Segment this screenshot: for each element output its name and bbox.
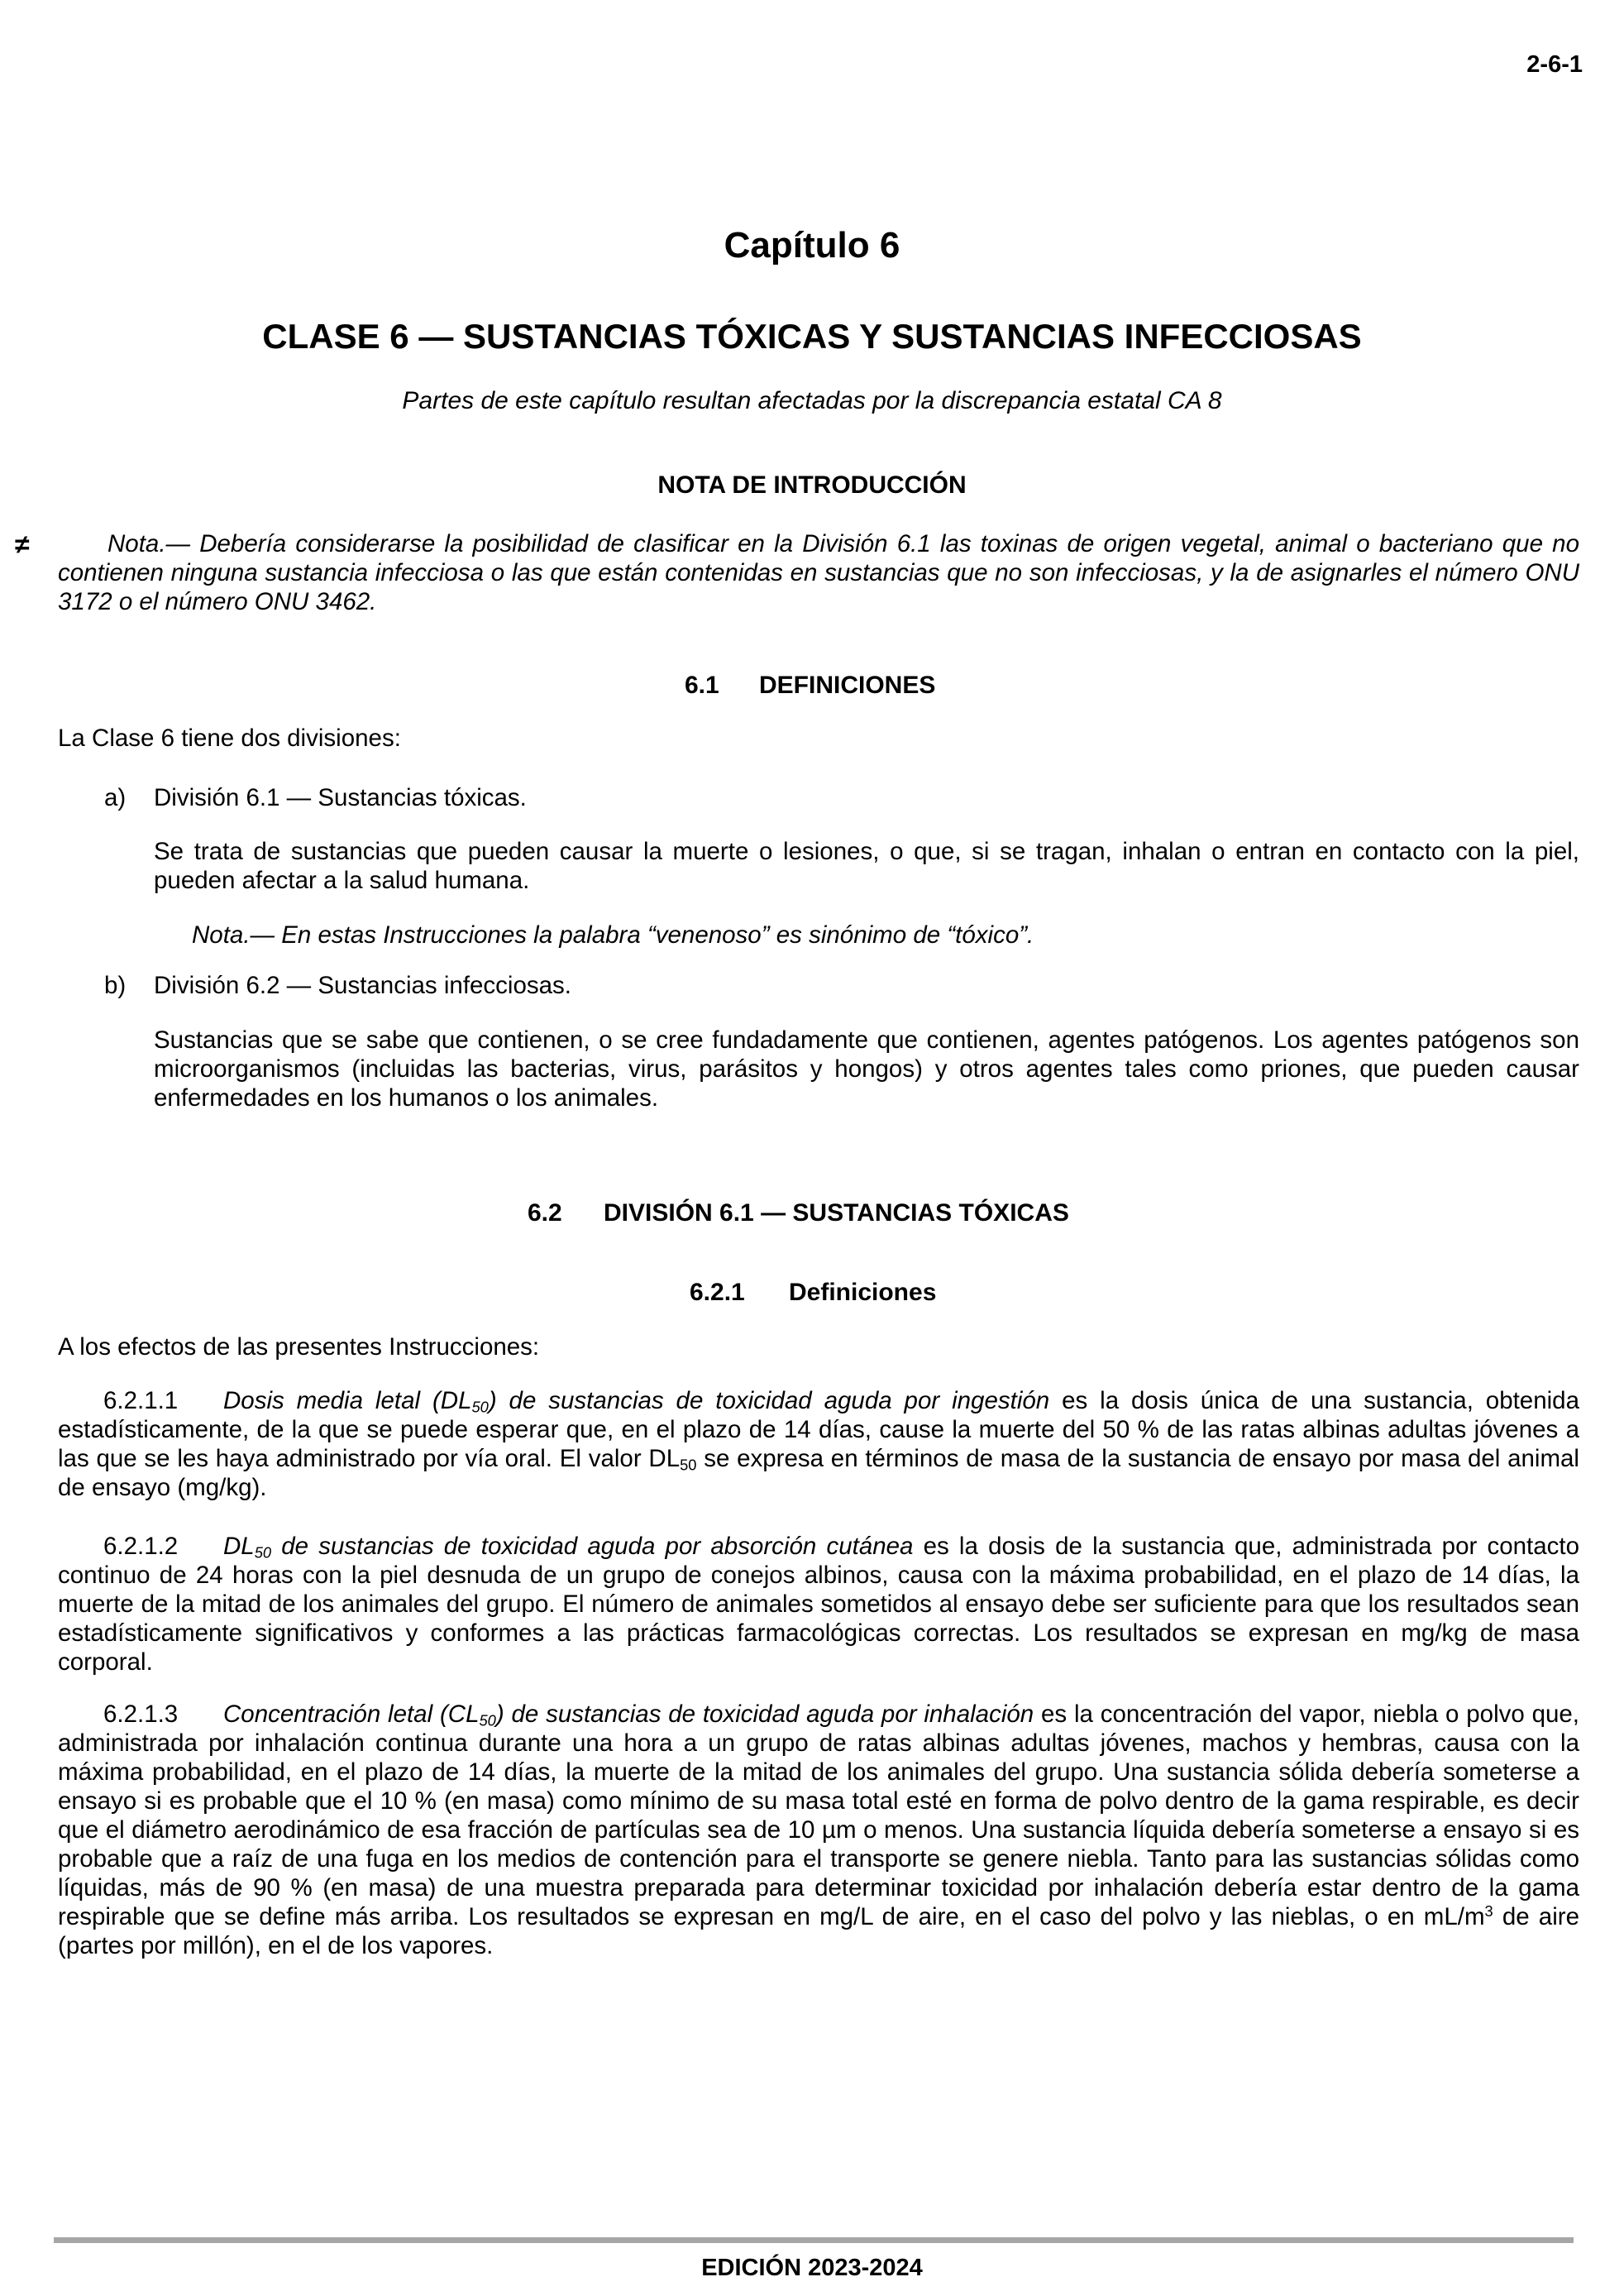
section-number: 6.2 — [528, 1199, 562, 1227]
chapter-title: Capítulo 6 — [724, 225, 900, 265]
definition-6-2-1-3: 6.2.1.3 Concentración letal $(CL_{50})$ de sustancias de toxicidad aguda por inhalación es la concentración del vapor, niebla o polvo que, administrada por inhalación continua durante una hora a un grupo de ratas albinas adultas jóvenes, machos y hembras, causa con la máxima probabilidad, en el plazo de 14 días, la muerte de la mitad de los animales del grupo. Una sustancia sólida debería someterse a ensayo si es probable que el 10 % (en masa) como mínimo de su masa total esté en forma de polvo dentro de la gama respirable, es decir que el diámetro aerodinámico de esa fracción de partículas sea de 10 µm o menos. Una sustancia líquida debería someterse a ensayo si es probable que a raíz de una fuga en los medios de contención para el transporte se genere niebla. Tanto para las sustancias sólidas como líquidas, más de 90 % (en masa) de una muestra preparada para determinar toxicidad por inhalación debería estar dentro de la gama respirable que se define más arriba. Los resultados se expresan en mg/L de aire, en el caso del polvo y las nieblas, o en $mL/m^3$ de aire (partes por millón), en el de los vapores. — [58, 1700, 1579, 1959]
section-6-1-heading — [685, 672, 935, 700]
item-a-text: Se trata de sustancias que pueden causar la muerte o lesiones, o que, si se tragan, inhalan o entran en contacto con la piel, pueden afectar a la salud humana. — [154, 838, 1579, 894]
item-a-label: a) — [104, 784, 127, 811]
defined-term: Dosis media letal $(DL_{50})$ de sustancias de toxicidad aguda por ingestión — [223, 1387, 1050, 1416]
item-b-title: División 6.2 — Sustancias infecciosas. — [154, 972, 572, 999]
intro-note-text: Nota.— Debería considerarse la posibilidad de clasificar en la División 6.1 las toxinas de origen vegetal, animal o bacteriano que no contienen ninguna sustancia infecciosa o las que están contenidas en sustancias que no son infecciosas, y la de asignarles el número ONU 3172 o el número ONU 3462. — [58, 530, 1579, 615]
intro-heading: NOTA DE INTRODUCCIÓN — [657, 471, 967, 499]
class-title: CLASE 6 — SUSTANCIAS TÓXICAS Y SUSTANCIAS INFECCIOSAS — [262, 317, 1362, 356]
defined-term: Concentración letal $(CL_{50})$ de sustancias de toxicidad aguda por inhalación — [223, 1700, 1034, 1729]
section-6-2-heading — [528, 1199, 1069, 1227]
defined-term: $DL_{50}$ de sustancias de toxicidad aguda por absorción cutánea — [223, 1533, 914, 1562]
section-6-2-1-heading — [690, 1279, 936, 1307]
section-6-2-lead: A los efectos de las presentes Instrucciones: — [58, 1333, 540, 1361]
item-b-label: b) — [104, 972, 127, 999]
section-number: 6.1 — [685, 672, 719, 699]
definition-6-2-1-1: 6.2.1.1 Dosis media letal $(DL_{50})$ de sustancias de toxicidad aguda por ingestión es la dosis única de una sustancia, obtenida estadísticamente, de la que se puede esperar que, en el plazo de 14 días, cause la muerte del 50 % de las ratas albinas adultas jóvenes a las que se les haya administrado por vía oral. El valor $DL_{50}$ se expresa en términos de masa de la sustancia de ensayo por masa del animal de ensayo (mg/kg). — [58, 1387, 1579, 1501]
section-title: DIVISIÓN 6.1 — SUSTANCIAS TÓXICAS — [604, 1199, 1069, 1227]
subsection-number: 6.2.1 — [690, 1279, 745, 1306]
discrepancy-note: Partes de este capítulo resultan afectadas por la discrepancia estatal CA 8 — [402, 387, 1222, 414]
item-a-title: División 6.1 — Sustancias tóxicas. — [154, 784, 527, 811]
section-title: DEFINICIONES — [759, 672, 936, 699]
footer-rule — [54, 2237, 1574, 2243]
section-6-1-lead: La Clase 6 tiene dos divisiones: — [58, 725, 401, 752]
page-number: 2-6-1 — [1526, 51, 1583, 78]
paragraph-number: 6.2.1.2 — [103, 1533, 179, 1560]
item-a-note: Nota.— En estas Instrucciones la palabra “venenoso” es sinónimo de “tóxico”. — [192, 921, 1034, 949]
edition-footer: EDICIÓN 2023-2024 — [701, 2255, 923, 2281]
item-b-text: Sustancias que se sabe que contienen, o se cree fundadamente que contienen, agentes patógenos. Los agentes patógenos son microorganismos (incluidas las bacterias, virus, parásitos y hongos) y otros agentes tales como priones, que pueden causar enfermedades en los humanos o los animales. — [154, 1026, 1579, 1112]
intro-note — [58, 529, 1579, 616]
paragraph-number: 6.2.1.1 — [103, 1387, 179, 1414]
definition-6-2-1-2: 6.2.1.2 $DL_{50}$ de sustancias de toxicidad aguda por absorción cutánea es la dosis de la sustancia que, administrada por contacto continuo de 24 horas con la piel desnuda de un grupo de conejos albinos, causa con la máxima probabilidad, en el plazo de 14 días, la muerte de la mitad de los animales del grupo. El número de animales sometidos al ensayo debe ser suficiente para que los resultados sean estadísticamente significativos y conformes a las prácticas farmacológicas correctas. Los resultados se expresan en mg/kg de masa corporal. — [58, 1533, 1579, 1676]
discrepancy-marker: ≠ — [15, 529, 30, 559]
subsection-title: Definiciones — [789, 1279, 937, 1306]
paragraph-number: 6.2.1.3 — [103, 1700, 179, 1728]
